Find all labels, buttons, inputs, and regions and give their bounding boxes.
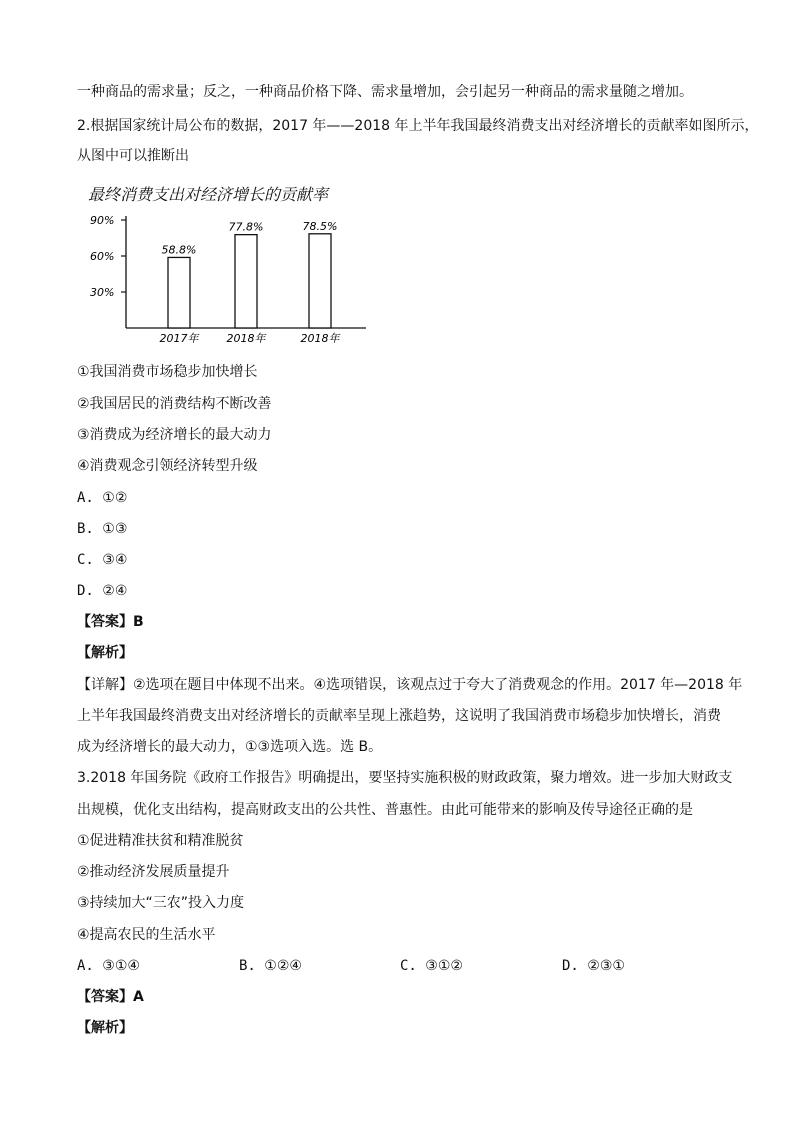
statement-1: ①我国消费市场稳步加快增长	[77, 364, 258, 380]
q3-option-d: D. ②③①	[562, 958, 625, 974]
x-category-label: 2018年	[226, 332, 266, 345]
question-3-stem: 3.2018 年国务院《政府工作报告》明确提出，要坚持实施积极的财政政策，聚力增效。进一步加大财政支	[77, 770, 733, 786]
item-1: ①促进精准扶贫和精准脱贫	[77, 833, 244, 849]
option-a: A. ①②	[77, 490, 128, 506]
option-b: B. ①③	[77, 521, 128, 537]
y-tick-label: 90%	[90, 214, 115, 227]
item-4: ④提高农民的生活水平	[77, 927, 216, 943]
bar-value-label: 77.8%	[228, 220, 264, 234]
answer-label-2: 【答案】A	[77, 989, 144, 1005]
analysis-label-2: 【解析】	[77, 1020, 133, 1036]
statement-4: ④消费观念引领经济转型升级	[77, 458, 258, 474]
y-tick-label: 60%	[90, 250, 115, 263]
text-line: 一种商品的需求量；反之，一种商品价格下降、需求量增加，会引起另一种商品的需求量随之增加。	[77, 84, 693, 100]
statement-3: ③消费成为经济增长的最大动力	[77, 427, 272, 443]
analysis-label: 【解析】	[77, 645, 133, 661]
item-2: ②推动经济发展质量提升	[77, 864, 230, 880]
q3-option-b: B. ①②④	[239, 958, 302, 974]
explanation-line-3: 成为经济增长的最大动力，①③选项入选。选 B。	[77, 739, 383, 755]
contribution-bar-chart	[84, 178, 374, 348]
bar-value-label: 78.5%	[302, 219, 338, 233]
chart-title: 最终消费支出对经济增长的贡献率	[88, 185, 329, 204]
bar-value-label: 58.8%	[161, 243, 197, 257]
x-category-label: 2017年	[159, 332, 199, 345]
y-tick-label: 30%	[90, 286, 115, 299]
q3-option-a: A. ③①④	[77, 958, 140, 974]
answer-label: 【答案】B	[77, 614, 144, 630]
explanation-line-2: 上半年我国最终消费支出对经济增长的贡献率呈现上涨趋势，这说明了我国消费市场稳步加快增长，消费	[77, 708, 721, 724]
option-d: D. ②④	[77, 583, 128, 599]
bar	[168, 257, 190, 328]
bar	[309, 234, 331, 328]
item-3: ③持续加大“三农”投入力度	[77, 895, 245, 911]
q3-option-c: C. ③①②	[400, 958, 463, 974]
bar	[235, 235, 257, 328]
question-3-stem-cont: 出规模，优化支出结构，提高财政支出的公共性、普惠性。由此可能带来的影响及传导途径正确的是	[77, 802, 693, 818]
explanation-line-1: 【详解】②选项在题目中体现不出来。④选项错误，该观点过于夸大了消费观念的作用。2017 年—2018 年	[77, 677, 743, 693]
option-c: C. ③④	[77, 552, 128, 568]
x-category-label: 2018年	[300, 332, 340, 345]
statement-2: ②我国居民的消费结构不断改善	[77, 396, 272, 412]
question-2-stem-cont: 从图中可以推断出	[77, 148, 189, 164]
question-2-stem: 2.根据国家统计局公布的数据，2017 年——2018 年上半年我国最终消费支出对经济增长的贡献率如图所示，	[77, 118, 759, 134]
